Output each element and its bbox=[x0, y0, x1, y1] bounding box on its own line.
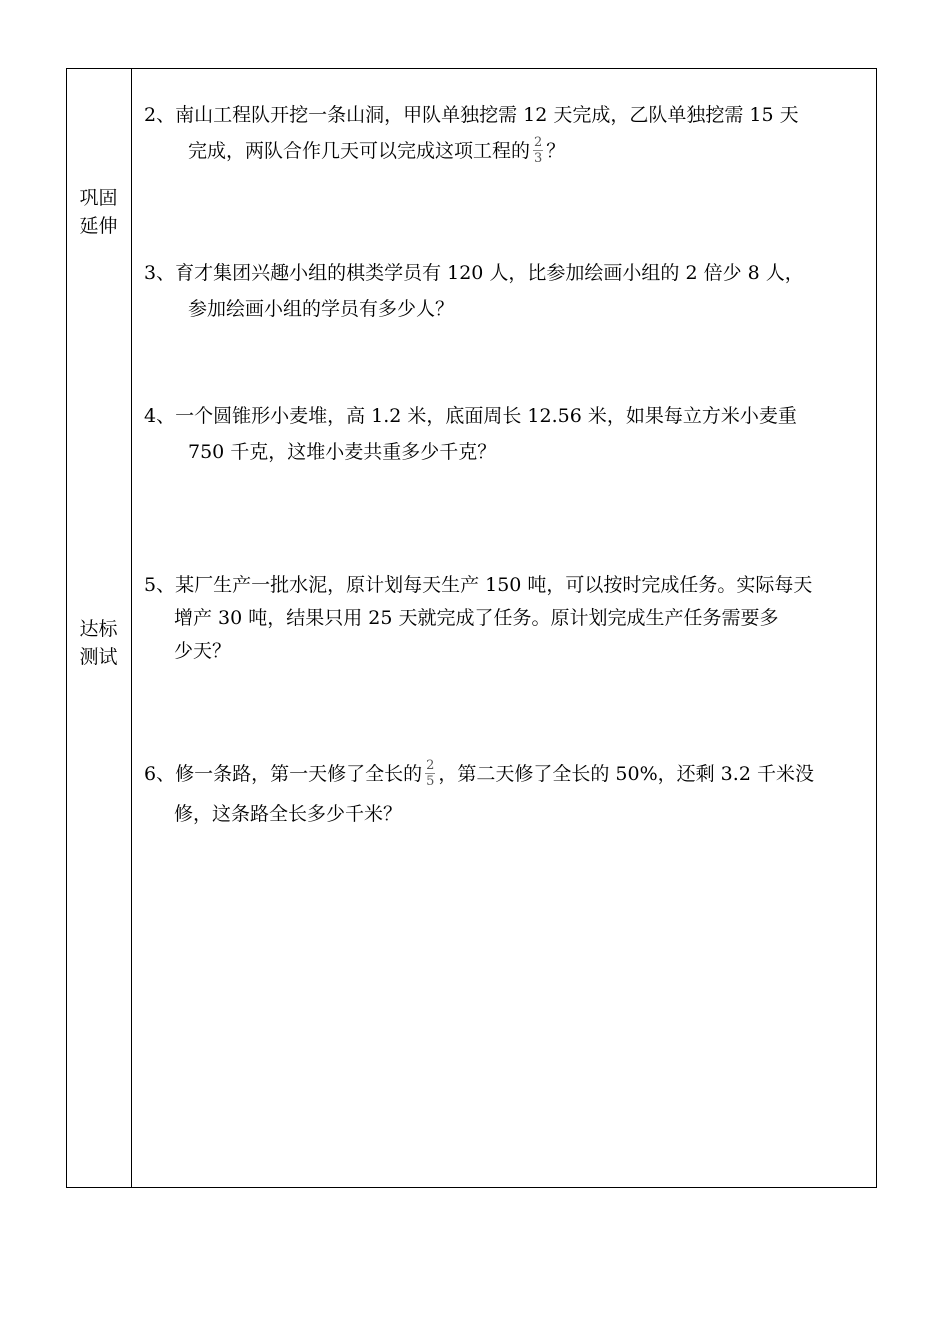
question-line bbox=[144, 750, 872, 794]
fraction bbox=[533, 135, 543, 166]
question-line: 750 千克，这堆小麦共重多少千克？ bbox=[188, 440, 497, 463]
section-label-test bbox=[66, 615, 131, 671]
section-label-line: 巩固 bbox=[79, 187, 118, 209]
column-divider bbox=[131, 68, 132, 1188]
question-line: 修，这条路全长多少千米？ bbox=[174, 802, 403, 825]
question-line: 4、一个圆锥形小麦堆，高 1.2 米，底面周长 12.56 米，如果每立方米小麦重 bbox=[144, 404, 797, 427]
fraction-numerator: 2 bbox=[426, 757, 435, 773]
fraction-numerator: 2 bbox=[534, 134, 543, 150]
question-6 bbox=[144, 750, 872, 830]
question-2 bbox=[144, 95, 872, 167]
question-line bbox=[144, 131, 872, 167]
question-line: 3、育才集团兴趣小组的棋类学员有 120 人，比参加绘画小组的 2 倍少 8 人， bbox=[144, 261, 804, 284]
question-line: 2、南山工程队开挖一条山洞，甲队单独挖需 12 天完成，乙队单独挖需 15 天 bbox=[144, 103, 799, 126]
question-text: 6、修一条路，第一天修了全长的 bbox=[144, 762, 423, 785]
question-5 bbox=[144, 567, 872, 666]
question-3 bbox=[144, 253, 872, 325]
section-label-consolidate bbox=[66, 184, 131, 240]
question-4 bbox=[144, 396, 872, 468]
section-label-line: 测试 bbox=[79, 646, 118, 668]
fraction-denominator: 5 bbox=[426, 773, 435, 789]
fraction bbox=[425, 758, 435, 789]
question-text: 完成，两队合作几天可以完成这项工程的 bbox=[188, 139, 531, 162]
question-text: ？ bbox=[546, 139, 566, 162]
question-line: 5、某厂生产一批水泥，原计划每天生产 150 吨，可以按时完成任务。实际每天 bbox=[144, 574, 813, 596]
fraction-denominator: 3 bbox=[534, 150, 543, 166]
section-label-line: 延伸 bbox=[79, 215, 118, 237]
section-label-line: 达标 bbox=[79, 618, 118, 640]
question-line: 参加绘画小组的学员有多少人？ bbox=[188, 297, 455, 320]
question-line: 增产 30 吨，结果只用 25 天就完成了任务。原计划完成生产任务需要多 bbox=[174, 607, 779, 629]
question-line: 少天？ bbox=[174, 640, 232, 662]
question-text: ，第二天修了全长的 50%，还剩 3.2 千米没 bbox=[438, 762, 814, 785]
